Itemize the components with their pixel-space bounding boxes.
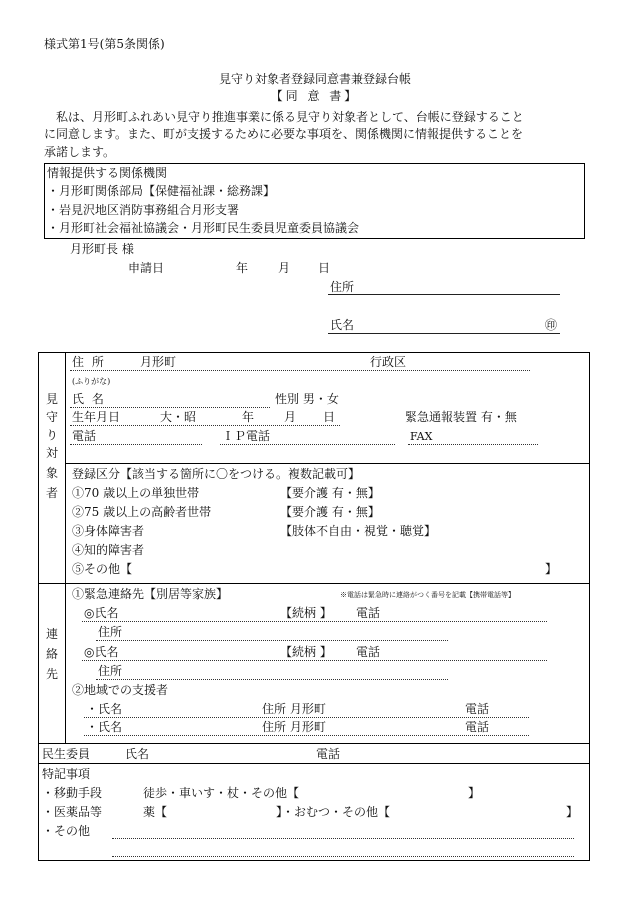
applicant-address-line[interactable] bbox=[328, 294, 560, 295]
target-birth-month: 月 bbox=[284, 410, 297, 424]
application-year: 年 bbox=[236, 261, 249, 275]
info-box-item-3: ・月形町社会福祉協議会・月形町民生委員児童委員協議会 bbox=[47, 221, 360, 235]
target-era: 大・昭 bbox=[160, 410, 197, 424]
side-label-target-6: 者 bbox=[46, 486, 59, 500]
local-support-heading: ②地域での支援者 bbox=[72, 683, 169, 697]
emergency-1-name-label: ◎氏名 bbox=[84, 606, 119, 620]
local-1-name-label: ・氏名 bbox=[86, 702, 123, 716]
target-phone-line[interactable] bbox=[70, 444, 202, 445]
consent-line-1: 私は、月形町ふれあい見守り推進事業に係る見守り対象者として、台帳に登録すること bbox=[56, 110, 524, 124]
category-heading: 登録区分【該当する箇所に〇をつける。複数記載可】 bbox=[72, 467, 361, 481]
target-phone-label: 電話 bbox=[72, 429, 97, 443]
applicant-name-label: 氏名 bbox=[330, 318, 355, 332]
target-alarm: 緊急通報装置 有・無 bbox=[405, 410, 517, 424]
table-divider-contacts bbox=[38, 583, 589, 584]
emergency-2-relation: 【続柄 】 bbox=[280, 645, 332, 659]
emergency-1-address-label: 住所 bbox=[98, 625, 123, 639]
applicant-name-line[interactable] bbox=[328, 333, 560, 334]
local-2-phone-label: 電話 bbox=[465, 720, 490, 734]
target-birth-year: 年 bbox=[242, 410, 255, 424]
target-ip-phone-line[interactable] bbox=[220, 444, 395, 445]
emergency-2-address-label: 住所 bbox=[98, 664, 123, 678]
welfare-phone-label: 電話 bbox=[316, 747, 341, 761]
category-5: ⑤その他【 bbox=[72, 562, 133, 576]
emergency-2-address-line[interactable] bbox=[96, 679, 448, 680]
emergency-1-address-line[interactable] bbox=[96, 640, 448, 641]
emergency-note: ※電話は緊急時に連絡がつく番号を記載【携帯電話等】 bbox=[340, 591, 515, 599]
page-title: 見守り対象者登録同意書兼登録台帳 bbox=[218, 72, 411, 86]
target-name-line[interactable] bbox=[70, 407, 270, 408]
local-1-line[interactable] bbox=[84, 717, 529, 718]
side-label-target-1: 見 bbox=[46, 392, 59, 406]
notes-other-label: ・その他 bbox=[42, 824, 91, 838]
emergency-1-phone-label: 電話 bbox=[356, 606, 381, 620]
side-label-target-3: り bbox=[46, 428, 59, 442]
target-fax-line[interactable] bbox=[408, 444, 538, 445]
form-number: 様式第1号(第5条関係) bbox=[44, 37, 165, 51]
consent-line-3: 承諾します。 bbox=[44, 145, 116, 159]
category-3: ③身体障害者 bbox=[72, 524, 145, 538]
side-label-contact-1: 連 bbox=[46, 627, 59, 641]
side-label-contact-3: 先 bbox=[46, 667, 59, 681]
welfare-label: 民生委員 bbox=[42, 747, 91, 761]
category-2: ②75 歳以上の高齢者世帯 bbox=[72, 505, 212, 519]
target-birth-line[interactable] bbox=[70, 425, 340, 426]
target-birth-day: 日 bbox=[323, 410, 336, 424]
application-date-label: 申請日 bbox=[128, 261, 165, 275]
target-fax-label: FAX bbox=[410, 430, 433, 443]
category-2-care: 【要介護 有・無】 bbox=[280, 505, 380, 519]
target-address-line[interactable] bbox=[70, 370, 530, 371]
notes-mobility-options: 徒歩・車いす・杖・その他【 bbox=[143, 786, 300, 800]
category-3-disability: 【肢体不自由・視覚・聴覚】 bbox=[280, 524, 437, 538]
table-divider-category bbox=[65, 463, 589, 464]
local-2-address-label: 住所 月形町 bbox=[262, 720, 326, 734]
notes-heading: 特記事項 bbox=[42, 767, 91, 781]
emergency-2-phone-label: 電話 bbox=[356, 645, 381, 659]
target-birth-label: 生年月日 bbox=[72, 410, 121, 424]
application-day: 日 bbox=[318, 261, 331, 275]
notes-medical-close: 】 bbox=[566, 805, 579, 819]
local-2-name-label: ・氏名 bbox=[86, 720, 123, 734]
emergency-2-line[interactable] bbox=[82, 660, 547, 661]
target-address-label: 住 所 bbox=[72, 355, 106, 369]
info-box-item-2: ・岩見沢地区消防事務組合月形支署 bbox=[47, 203, 240, 217]
emergency-heading: ①緊急連絡先【別居等家族】 bbox=[72, 587, 229, 601]
table-divider-notes bbox=[38, 763, 589, 764]
target-name-label: 氏 名 bbox=[72, 392, 106, 406]
emergency-1-relation: 【続柄 】 bbox=[280, 606, 332, 620]
notes-medical-label: ・医薬品等 bbox=[42, 805, 103, 819]
emergency-1-line[interactable] bbox=[82, 621, 547, 622]
side-label-target-2: 守 bbox=[46, 410, 59, 424]
application-month: 月 bbox=[278, 261, 291, 275]
local-1-address-label: 住所 月形町 bbox=[262, 702, 326, 716]
page-subtitle: 【同 意 書】 bbox=[270, 89, 360, 103]
category-4: ④知的障害者 bbox=[72, 543, 145, 557]
local-1-phone-label: 電話 bbox=[465, 702, 490, 716]
notes-medical-options: 】・おむつ・その他【 bbox=[276, 805, 391, 819]
consent-line-2: に同意します。また、町が支援するために必要な事項を、関係機関に情報提供することを bbox=[44, 127, 524, 141]
local-2-line[interactable] bbox=[84, 735, 529, 736]
notes-mobility-label: ・移動手段 bbox=[42, 786, 103, 800]
target-gender: 性別 男・女 bbox=[275, 392, 339, 406]
seal-mark: ㊞ bbox=[545, 318, 558, 332]
side-label-target-5: 象 bbox=[46, 466, 59, 480]
target-district-label: 行政区 bbox=[370, 355, 407, 369]
target-furigana-label: (ふりがな) bbox=[72, 377, 111, 386]
category-1-care: 【要介護 有・無】 bbox=[280, 486, 380, 500]
notes-other-line-2[interactable] bbox=[112, 856, 574, 857]
info-box-item-1: ・月形町関係部局【保健福祉課・総務課】 bbox=[47, 184, 276, 198]
welfare-name-label: 氏名 bbox=[125, 747, 150, 761]
category-5-close: 】 bbox=[545, 562, 558, 576]
table-divider-welfare bbox=[38, 743, 589, 744]
table-side-divider bbox=[65, 352, 66, 743]
side-label-target-4: 対 bbox=[46, 446, 59, 460]
side-label-contact-2: 絡 bbox=[46, 647, 59, 661]
notes-mobility-close: 】 bbox=[468, 786, 481, 800]
addressee: 月形町長 様 bbox=[70, 242, 134, 256]
notes-medical-drug: 薬【 bbox=[143, 805, 168, 819]
target-address-value: 月形町 bbox=[140, 355, 177, 369]
info-box-heading: 情報提供する関係機関 bbox=[47, 166, 168, 180]
notes-other-line-1[interactable] bbox=[112, 838, 574, 839]
target-ip-phone-label: ＩＰ電話 bbox=[222, 429, 271, 443]
emergency-2-name-label: ◎氏名 bbox=[84, 645, 119, 659]
category-1: ①70 歳以上の単独世帯 bbox=[72, 486, 200, 500]
applicant-address-label: 住所 bbox=[330, 280, 355, 294]
